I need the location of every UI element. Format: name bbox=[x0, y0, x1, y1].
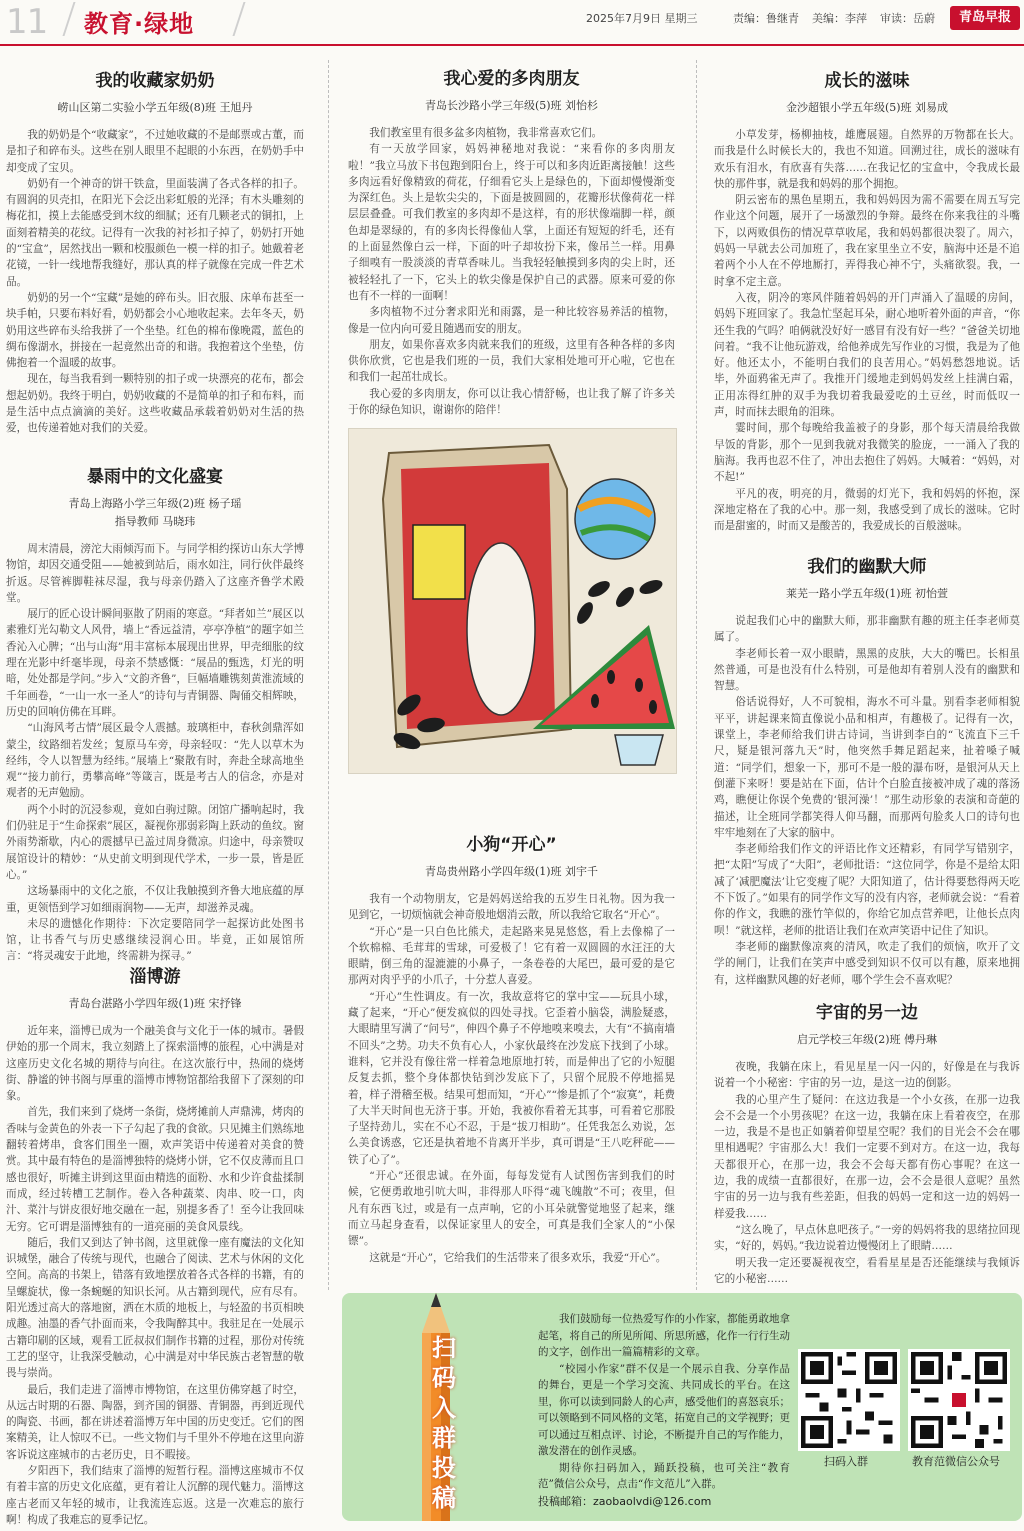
article-zibo bbox=[6, 962, 304, 1528]
column-divider bbox=[696, 60, 698, 1290]
article-byline: 莱芜一路小学五年级(1)班 初怡萱 bbox=[785, 587, 949, 600]
paragraph: 夜晚，我躺在床上，看见星星一闪一闪的，好像是在与我诉说着一个小秘密：宇宙的另一边，是这一边的倒影。 bbox=[714, 1061, 1020, 1090]
brand-logo: 青岛早报 bbox=[950, 6, 1020, 30]
paragraph: 最后，我们走进了淄博市博物馆，在这里仿佛穿越了时空，从远古时期的石器、陶器，到齐国的铜器、青铜器，再到近现代的陶瓷、书画，都在讲述着淄博万年中国的历史变迁。它们的图案精美，让人惊叹不已。一些文物们与千里外不停地在这里向游客诉说这座城市的古老历史，日不暇接。 bbox=[6, 1383, 304, 1461]
paragraph: 我心爱的多肉朋友，你可以让我心情舒畅，也让我了解了许多关于你的绿色知识，谢谢你的陪伴！ bbox=[348, 387, 675, 417]
paragraph: 这场暴雨中的文化之旅，不仅让我触摸到齐鲁大地底蕴的厚重，更领悟到学习如细雨润物——无声，却滋养灵魂。 bbox=[6, 885, 304, 914]
article-body bbox=[348, 125, 675, 418]
paragraph: “开心”生性调皮。有一次，我故意将它的掌中宝——玩具小球，藏了起来，“开心”便发疯似的四处寻找。它歪着小脑袋，满脸疑惑，大眼睛里写满了“问号”，伸四个鼻子不停地嗅来嗅去，大有“不搞南墙不回头”之势。功夫不负有心人，小家伙最终在沙发底下找到了小球。谁料，它并没有像往常一样着急地原地打转，而是伸出了它的小短腿反复去抓，整个身体都快钻到沙发底下了，只留个屁股不停地摇晃着，样子滑稽至极。结果可想而知，“开心”“惨是抓了个“寂寞”，耗费了大半天时间也无济于事。开始，我被你看着无其事，可看着它那股子坚持劲儿，实在不心不忍，于是“拔刀相助”。任凭我怎么劝说，怎么美食诱惑，它还是执着地不肯离开半步，真可谓是“王八吃秤砣——铁了心了”。 bbox=[348, 990, 675, 1166]
paragraph: 我有一个动物朋友，它是妈妈送给我的五岁生日礼物。因为我一见到它，一切烦恼就会神奇般地烟消云散，所以我给它取名“开心”。 bbox=[348, 893, 675, 922]
paragraph: 霎时间，那个每晚给我盖被子的身影，那个每天清晨给我做早饭的背影，那个一见到我就对我微笑的脸庞，一一涌入了我的脑海。我再也忍不住了，冲出去抱住了妈妈。大喊着：“妈妈，对不起!” bbox=[714, 422, 1020, 484]
article-growing-up bbox=[714, 66, 1020, 534]
paragraph: 李老师给我们作文的评语比作文还精彩，有同学写错别字，把“太阳”写成了“大阳”，老师批语：“这位同学，你是不是给太阳减了‘减肥魔法’让它变瘦了呢？大阳知道了，估计得要愁得两天吃不下饭了。”如果有的同学作文写的没有内容，老师就会说：“看着你的作文，我瞧的涨竹竿似的，你给它加点营养吧，让他长点肉呗！”就这样，老师的批语让我们在欢声笑语中记住了知识。 bbox=[714, 843, 1020, 937]
wechat-qr-code[interactable] bbox=[908, 1349, 1010, 1451]
article-title: 淄博游 bbox=[129, 967, 181, 987]
paragraph: 两个小时的沉浸参观，竟如白驹过隙。闭馆广播响起时，我们仍驻足于“生命探索”展区，凝视你那弱彩陶上跃动的鱼纹。窗外雨势渐歇，内心的震撼早已盖过周身微凉。归途中，母亲赞叹展馆设计的精妙：“从史前文明到现代学术，一步一景，皆是匠心。” bbox=[6, 803, 304, 881]
article-universe bbox=[714, 998, 1020, 1287]
promo-paragraph: 期待你扫码加入，踊跃投稿，也可关注“教育范”微信公众号，点击“作文范儿”入群。 bbox=[538, 1461, 790, 1490]
article-succulent bbox=[348, 64, 675, 418]
designer: 美编：李萍 bbox=[812, 12, 867, 25]
article-teacher: 指导教师 马晓玮 bbox=[114, 515, 196, 528]
article-body bbox=[6, 1023, 304, 1528]
page-number: 11 bbox=[6, 2, 48, 42]
paragraph: 近年来，淄博已成为一个融美食与文化于一体的城市。暑假伊始的那一个周末，我立刻踏上了探索淄博的旅程，心中满是对这座历史文化名城的期待与向往。在这次旅行中，热闹的烧烤街、静谧的钟书阁与厚重的淄博市博物馆都给我留下了深刻的印象。 bbox=[6, 1025, 304, 1103]
article-title: 我的收藏家奶奶 bbox=[95, 71, 215, 91]
article-body bbox=[348, 891, 675, 1266]
paragraph: 平凡的夜，明亮的月，微弱的灯光下，我和妈妈的怀抱，深深地定格在了我的心中。那一刻，我感受到了成长的滋味。它时而是甜蜜的，时而又是酸苦的，我爱成长的百般滋味。 bbox=[714, 487, 1020, 533]
article-body bbox=[714, 127, 1020, 534]
paragraph: 展厅的匠心设计瞬间驱散了阴雨的寒意。“拜者如兰”展区以素雅灯光勾勒文人风骨，墙上“香远益清，亭亭净植”的题字如兰香沁入心脾；“出与山海”用丰富标本展现出世界，甲壳细胀的纹理在光影中纤毫毕现，母亲不禁感慨：“展品的甄选，灯光的明暗，处处都是学问。”步入“文韵齐鲁”，巨幅墙雕镌刻黄淮流域的千年画卷，“一山一水一圣人”的诗句与青铜器、陶俑交相辉映，历史的回响仿佛在耳畔。 bbox=[6, 608, 304, 718]
article-byline: 启元学校三年级(2)班 傅丹琳 bbox=[796, 1033, 938, 1046]
article-title: 暴雨中的文化盛宴 bbox=[87, 467, 223, 487]
group-qr-code[interactable] bbox=[798, 1349, 900, 1451]
paragraph: 现在，每当我看到一颗特别的扣子或一块漂亮的花布，都会想起奶奶。我终于明白，奶奶收藏的不是简单的扣子和布料，而是生活中点点滴滴的美好。这些收藏品承载着奶奶对生活的热爱，也传递着她对我们的关爱。 bbox=[6, 373, 304, 435]
paragraph: “山海风考古情”展区最令人震撼。玻璃柜中，春秋剑鼎浑如蒙尘，纹路细若发丝；复原马车旁，母亲轻叹：“先人以草木为经纬，令人以智慧为经纬。”展墙上“聚散有时，奔赴全球高地坐观”“接力前行，勇攀高峰”等箴言，既是考古人的信念，亦是对观者的无声勉励。 bbox=[6, 722, 304, 800]
header-slash bbox=[62, 2, 75, 36]
paragraph: 小草发芽，杨柳抽枝，雄鹰展翅。自然界的万物都在长大。而我是什么时候长大的，我也不知道。回溯过往，成长的滋味有欢乐有泪水，有欣喜有失落……在我记忆的宝盒中，令我成长最快的那件事，就是我和妈妈的那个拥抱。 bbox=[714, 129, 1020, 190]
paragraph: 我的奶奶是个“收藏家”，不过她收藏的不是邮票或古董，而是扣子和碎布头。这些在别人眼里不起眼的小东西，在奶奶手中却变成了宝贝。 bbox=[6, 129, 304, 174]
paragraph: 有一天放学回家，妈妈神秘地对我说：“来看你的多肉朋友啦！”我立马放下书包跑到阳台上，终于可以和多肉近距离接触！这些多肉远看好像精致的荷花，仔细看它头上是绿色的，下面却慢慢渐变为深红色。头上是软尖尖的，下面是披圆圆的，花瓣形状像荷花一样层层叠叠。可我们教室的多肉却不是这样，有的形状像端脚一样，颜色却是翠绿的，有的多肉长得像仙人掌，上面还有短短的纤毛，还有的上面显然像白云一样，下面的叶子却妆扮下来，像吊兰一样。用鼻子细嗅有一股淡淡的青草香味儿。当我轻轻触摸到多肉的尖上时，还被轻轻扎了一下，它头上的软尖像是保护自己的武器。原来可爱的你也有不一样的一面啊！ bbox=[348, 143, 675, 302]
paragraph: 说起我们心中的幽默大师，那非幽默有趣的班主任李老师莫属了。 bbox=[714, 615, 1020, 644]
paragraph: 多肉植物不过分奢求阳光和雨露，是一种比较容易养活的植物，像是一位内向可爱且随遇而安的朋友。 bbox=[348, 306, 675, 335]
promo-paragraph: “校园小作家”群不仅是一个展示自我、分享作品的舞台，更是一个学习交流、共同成长的平台。在这里，你可以读到同龄人的心声，感受他们的喜怒哀乐；可以领略到不同风格的文笔，拓宽自己的文学视野；更可以通过互相点评、讨论，不断提升自己的写作能力，激发潜在的创作灵感。 bbox=[538, 1362, 790, 1457]
paragraph: 我的心里产生了疑问：在这边我是一个小女孩，在那一边我会不会是一个小男孩呢？在这一边，我躺在床上看着夜空，在那一边，我是不是也正如躺着仰望星空呢？我们的目光会不会在哪里相遇呢？宇宙那么大！我们一定要不到对方。在这一边，我每天都很开心，在那一边，我会不会每天都有伤心事呢？在这一边，我的成绩一直都很好，在那一边，会不会是很人意呢？虽然宇宙的另一边与我有些差距，但我的妈妈一定和这一边的妈妈一样爱我…… bbox=[714, 1093, 1020, 1220]
paragraph: 入夜，阴冷的寒风伴随着妈妈的开门声涌入了温暖的房间，妈妈下班回家了。我急忙坚起耳朵，耐心地听着外面的声音，“你还生我的气吗？咱俩就没好好一感冒有没有好一些？”爸爸关切地问着。“我不让他玩游戏，给他养成先写作业的习惯，我是为了他好。他还太小，不能明白我们的良苦用心。”妈妈愁怨地说。话毕，外面鸦雀无声了。我推开门缓地走到妈妈发丝上挂满白霜，正用冻得红肿的双手为我切着我最爱吃的土豆丝，时而低叹一声，时而抹去眼角的泪珠。 bbox=[714, 291, 1020, 419]
paragraph: 这就是“开心”，它给我们的生活带来了很多欢乐，我爱“开心”。 bbox=[369, 1251, 667, 1264]
paragraph: 随后，我们又到达了钟书阁，这里就像一座有魔法的文化知识城堡，融合了传统与现代，也融合了阅读、艺术与休闲的文化空间。高高的书架上，错落有致地摆放着各式各样的书籍，有的呈螺旋状，像一条蜿蜒的知识长河。从古籍到现代，应有尽有。阳光透过高大的落地窗，洒在木质的地板上，与轻盈的书页相映成趣。油墨的香气扑面而来，令我陶醉其中。我驻足在一处展示古籍印刷的区域，观看工匠叔叔们制作书籍的过程，那份对传统工艺的坚守，让我深受触动，心中满是对中华民族古老智慧的敬畏与崇尚。 bbox=[6, 1236, 304, 1380]
paragraph: 奶奶有一个神奇的饼干铁盒，里面装满了各式各样的扣子。有圆润的贝壳扣，在阳光下会泛出彩虹般的光泽；有木头雕刻的梅花扣，摸上去能感受到木纹的细腻；还有几颗老式的铜扣，上面刻着精美的花纹。记得有一次我的衬衫扣子掉了，奶奶打开她的“宝盒”，居然找出一颗和校服颜色一模一样的扣子。她戴着老花镜，一针一线地帮我缝好，那认真的样子就像在完成一件艺术品。 bbox=[6, 177, 304, 288]
article-grandma bbox=[6, 66, 304, 437]
paragraph: 李老师的幽默像凉爽的清风，吹走了我们的烦恼，吹开了文学的闸门，让我们在笑声中感受到知识不仅可以有趣，原来地拥有，这样幽默风趣的好老师，哪个学生会不喜欢呢？ bbox=[714, 940, 1020, 986]
article-title: 我们的幽默大师 bbox=[807, 557, 927, 577]
article-byline: 崂山区第二实验小学五年级(8)班 王旭丹 bbox=[57, 101, 253, 114]
header-slash bbox=[232, 2, 245, 36]
paragraph: 明天我一定还要凝视夜空，看看星星是否还能继续与我倾诉它的小秘密…… bbox=[714, 1256, 1020, 1285]
article-body bbox=[714, 1059, 1020, 1287]
paragraph: 夕阳西下，我们结束了淄博的短暂行程。淄博这座城市不仅有着丰富的历史文化底蕴，更有着让人沉醉的现代魅力。淄博这座古老而又年轻的城市，让我流连忘返。这是一次难忘的旅行啊！构成了我难忘的夏季记忆。 bbox=[6, 1465, 304, 1526]
page-header bbox=[0, 0, 1024, 40]
editor: 责编：鲁继青 bbox=[733, 12, 799, 25]
article-body bbox=[714, 613, 1020, 988]
paragraph: “这么晚了，早点休息吧孩子。”一旁的妈妈将我的思绪拉回现实，“好的，妈妈。”我边说着边慢慢闭上了眼睛…… bbox=[714, 1223, 1020, 1253]
qr-pattern bbox=[911, 1352, 1007, 1448]
article-byline: 青岛上海路小学三年级(2)班 杨子瑶 bbox=[68, 497, 242, 510]
painting-illustration bbox=[349, 429, 676, 773]
paragraph: 李老师长着一双小眼睛，黑黑的皮肤，大大的嘴巴。长相虽然普通，可是也没有什么特别，可是他却有着别人没有的幽默和智慧。 bbox=[714, 647, 1020, 693]
article-body bbox=[6, 541, 304, 965]
paragraph: 周末清晨，滂沱大雨倾泻而下。与同学相约探访山东大学博物馆，却因交通受阻——她被到站后，雨水如注，同行伙伴最终折返。尽管裤脚鞋袜尽湿，我与母亲仍踏入了这座齐鲁学术殿堂。 bbox=[6, 543, 304, 604]
qr-pattern bbox=[801, 1352, 897, 1448]
article-puppy bbox=[348, 830, 675, 1266]
article-humor-master bbox=[714, 552, 1020, 988]
proofreader: 审读：岳蔚 bbox=[880, 12, 935, 25]
paragraph: 阴云密布的黑色星期五，我和妈妈因为需不需要在周五写完作业这个问题，展开了一场激烈的争辩。最终在你来我往的斗嘴下，以两败俱伤的情况草草收尾，我和妈妈都很决裂了。周六，妈妈一早就去公司加班了，我在家里坐立不安，脑海中还是不追着两个小人在不停地厮打，弄得我心神不宁，头痛欲裂。我，一时拿不定主意。 bbox=[714, 194, 1020, 288]
article-body bbox=[6, 127, 304, 437]
article-byline: 青岛长沙路小学三年级(5)班 刘怡杉 bbox=[424, 99, 599, 112]
paragraph: 未尽的遗憾化作期待：下次定要陪同学一起探访此处图书馆，让书香气与历史感继续浸润心田。毕竟，正如展馆所言：“将灵魂安于此地，终需耕为探寻。” bbox=[6, 917, 304, 963]
wechat-qr-label: 教育范微信公众号 bbox=[912, 1455, 1000, 1468]
promo-paragraph: 我们鼓励每一位热爱写作的小作家，都能勇敢地拿起笔，将自己的所见所闻、所思所感，化作一行行生动的文字，创作出一篇篇精彩的文章。 bbox=[538, 1313, 790, 1358]
header-rule bbox=[0, 44, 1024, 46]
paragraph: “开心”还很忠诚。在外面，每每发觉有人试图伤害到我们的时候，它便勇敢地引吭大叫，非得那人吓得“魂飞魄散”不可；夜里，但凡有东西飞过，或是有一点声响，它的小耳朵就警觉地竖了起来，继而立马起身查看，以保证家里人的安全，可真是我们全家人的“小保镖”。 bbox=[348, 1170, 675, 1248]
issue-date: 2025年7月9日 星期三 bbox=[586, 12, 698, 25]
article-byline: 金沙超银小学五年级(5)班 刘易成 bbox=[785, 101, 949, 114]
promo-text bbox=[538, 1311, 790, 1493]
paragraph: 我们教室里有很多盆多肉植物，我非常喜欢它们。 bbox=[369, 127, 603, 139]
article-title: 宇宙的另一边 bbox=[816, 1003, 918, 1023]
paragraph: 首先，我们来到了烧烤一条街，烧烤摊前人声鼎沸，烤肉的香味与金黄色的外表一下子勾起了我的食欲。只见摊主们熟练地翻转着烤串，食客们围坐一圈，欢声笑语中传递着对美食的赞赏。其中最有特色的是淄博独特的烧烤小饼，它不仅皮薄而且口感也很好，听摊主讲到这里面由精选的面粉、水和少许食盐揉制而成，经过转槽工艺制作。卷入各种蔬菜、肉串、咬一口，肉汁、菜汁与饼皮很好地交融在一起，别提多香了！至今让我回味无穷。它可谓是淄博独有的一道亮丽的美食风景线。 bbox=[6, 1106, 304, 1233]
article-title: 我心爱的多肉朋友 bbox=[443, 69, 580, 89]
article-title: 成长的滋味 bbox=[824, 71, 910, 91]
article-rainstorm bbox=[6, 462, 304, 965]
child-painting bbox=[348, 428, 677, 774]
promo-vertical-title: 扫码入群投稿 bbox=[432, 1334, 456, 1512]
paragraph: 俗话说得好，人不可貌相，海水不可斗量。别看李老师相貌平平，讲起课来简直像说小品和相声，有趣极了。记得有一次，课堂上，李老师给我们讲古诗词，当讲到李白的“飞流直下三千尺，疑是银河落九天”时，他突然手舞足蹈起来，扯着嗓子喊道：“同学们，想象一下，那可不是一般的瀑布呀，是银河从天上倒灌下来呀！要是站在下面，估计个白脸直接被冲成了魂的落汤鸡，瞧便让你误个免费的‘银河澡’！”那生动形象的表演和奇葩的描述，让全班同学都笑得人仰马翻，而那两句脸炙人口的诗句也牢牢地刻在了大家的脑中。 bbox=[714, 696, 1020, 839]
column-divider bbox=[328, 60, 330, 1290]
article-byline: 青岛贵州路小学四年级(1)班 刘宇千 bbox=[424, 865, 599, 878]
paragraph: 朋友，如果你喜欢多肉就来我们的班级，这里有各种各样的多肉供你欣赏，它也是我们班的一员，我们大家相处地可开心啦，它也在和我们一起茁壮成长。 bbox=[348, 338, 675, 384]
bag-label bbox=[413, 525, 465, 599]
submission-promo bbox=[342, 1293, 1022, 1521]
article-byline: 青岛台湛路小学四年级(1)班 宋抒锋 bbox=[68, 997, 242, 1010]
group-qr-label: 扫码入群 bbox=[824, 1455, 868, 1468]
article-title: 小狗“开心” bbox=[466, 835, 557, 855]
paragraph: 奶奶的另一个“宝藏”是她的碎布头。旧衣服、床单布甚至一块手帕，只要布料好看，奶奶都会小心地收起来。去年冬天，奶奶用这些碎布头给我拼了一个坐垫。红色的棉布像晚霞，蓝色的绸布像湖水，拼接在一起竟然出奇的和谐。我抱着这个坐垫，仿佛抱着一个温暖的故事。 bbox=[6, 291, 304, 370]
submission-email[interactable]: 投稿邮箱：zaobaolvdi@126.com bbox=[538, 1495, 712, 1508]
paragraph: “开心”是一只白色比熊犬，走起路来晃晃悠悠，看上去像棉了一个软棉棉、毛茸茸的雪球，可爱极了！它有着一双圆圆的水汪汪的大眼睛，倒三角的湿漉漉的小鼻子，一条卷卷的大尾巴，最可爱的是它那两对肉乎乎的小爪子，十分惹人喜爱。 bbox=[348, 925, 675, 987]
section-title: 教育·绿地 bbox=[84, 10, 195, 38]
